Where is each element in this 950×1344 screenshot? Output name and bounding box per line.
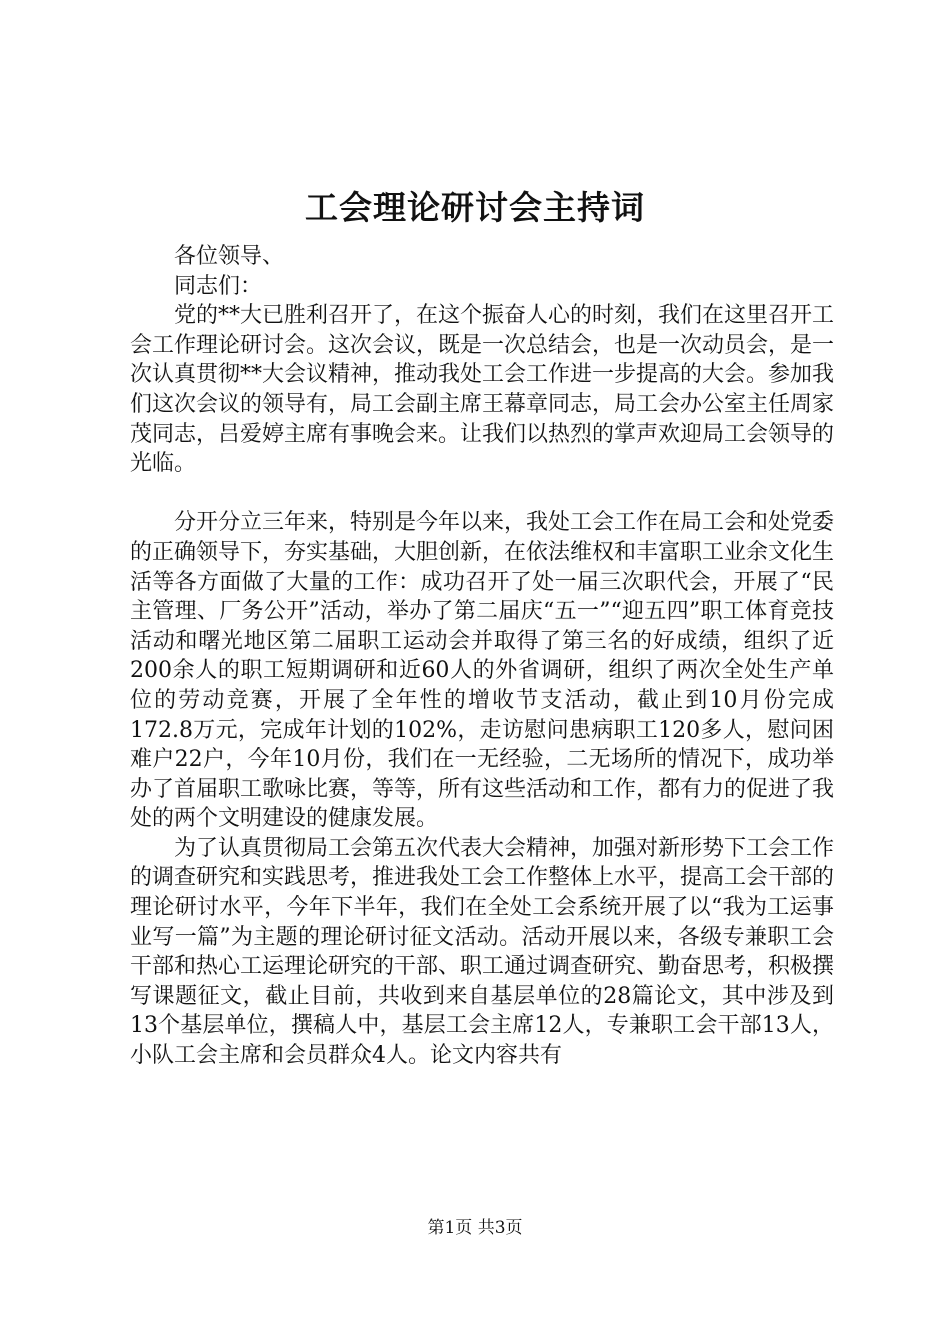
paragraph-opening: 党的**大已胜利召开了，在这个振奋人心的时刻，我们在这里召开工会工作理论研讨会。这次会议，既是一次总结会，也是一次动员会，是一次认真贯彻**大会议精神，推动我处工会工作进一步提高的大会。参加我们这次会议的领导有，局工会副主席王幕章同志，局工会办公室主任周家茂同志，吕爱婷主席有事晚会来。让我们以热烈的掌声欢迎局工会领导的光临。 [130,303,835,477]
greeting-line-2: 同志们： [174,273,263,299]
greeting-line-1: 各位领导、 [174,244,285,269]
paragraph-achievements: 分开分立三年来，特别是今年以来，我处工会工作在局工会和处党委的正确领导下，夯实基础，大胆创新，在依法维权和丰富职工业余文化生活等各方面做了大量的工作：成功召开了处一届三次职代会，开展了“民主管理、厂务公开”活动，举办了第二届庆“五一”“迎五四”职工体育竞技活动和曙光地区第二届职工运动会并取得了第三名的好成绩，组织了近200余人的职工短期调研和近60人的外省调研，组织了两次全处生产单位的劳动竞赛，开展了全年性的增收节支活动，截止到10月份完成172.8万元，完成年计划的102%，走访慰问患病职工120多人，慰问困难户22户，今年10月份，我们在一无经验，二无场所的情况下，成功举办了首届职工歌咏比赛，等等，所有这些活动和工作，都有力的促进了我处的两个文明建设的健康发展。 [130,510,835,832]
page-footer: 第1页 共3页 [427,1218,523,1238]
paragraph-essay-activity: 为了认真贯彻局工会第五次代表大会精神，加强对新形势下工会工作的调查研究和实践思考，推进我处工会工作整体上水平，提高工会干部的理论研讨水平，今年下半年，我们在全处工会系统开展了以“我为工运事业写一篇”为主题的理论研讨征文活动。活动开展以来，各级专兼职工会干部和热心工运理论研究的干部、职工通过调查研究、勤奋思考，积极撰写课题征文，截止目前，共收到来自基层单位的28篇论文，其中涉及到13个基层单位，撰稿人中，基层工会主席12人，专兼职工会干部13人，小队工会主席和会员群众4人。论文内容共有 [130,835,835,1069]
document-body [130,242,834,1071]
document-title: 工会理论研讨会主持词 [305,188,645,227]
